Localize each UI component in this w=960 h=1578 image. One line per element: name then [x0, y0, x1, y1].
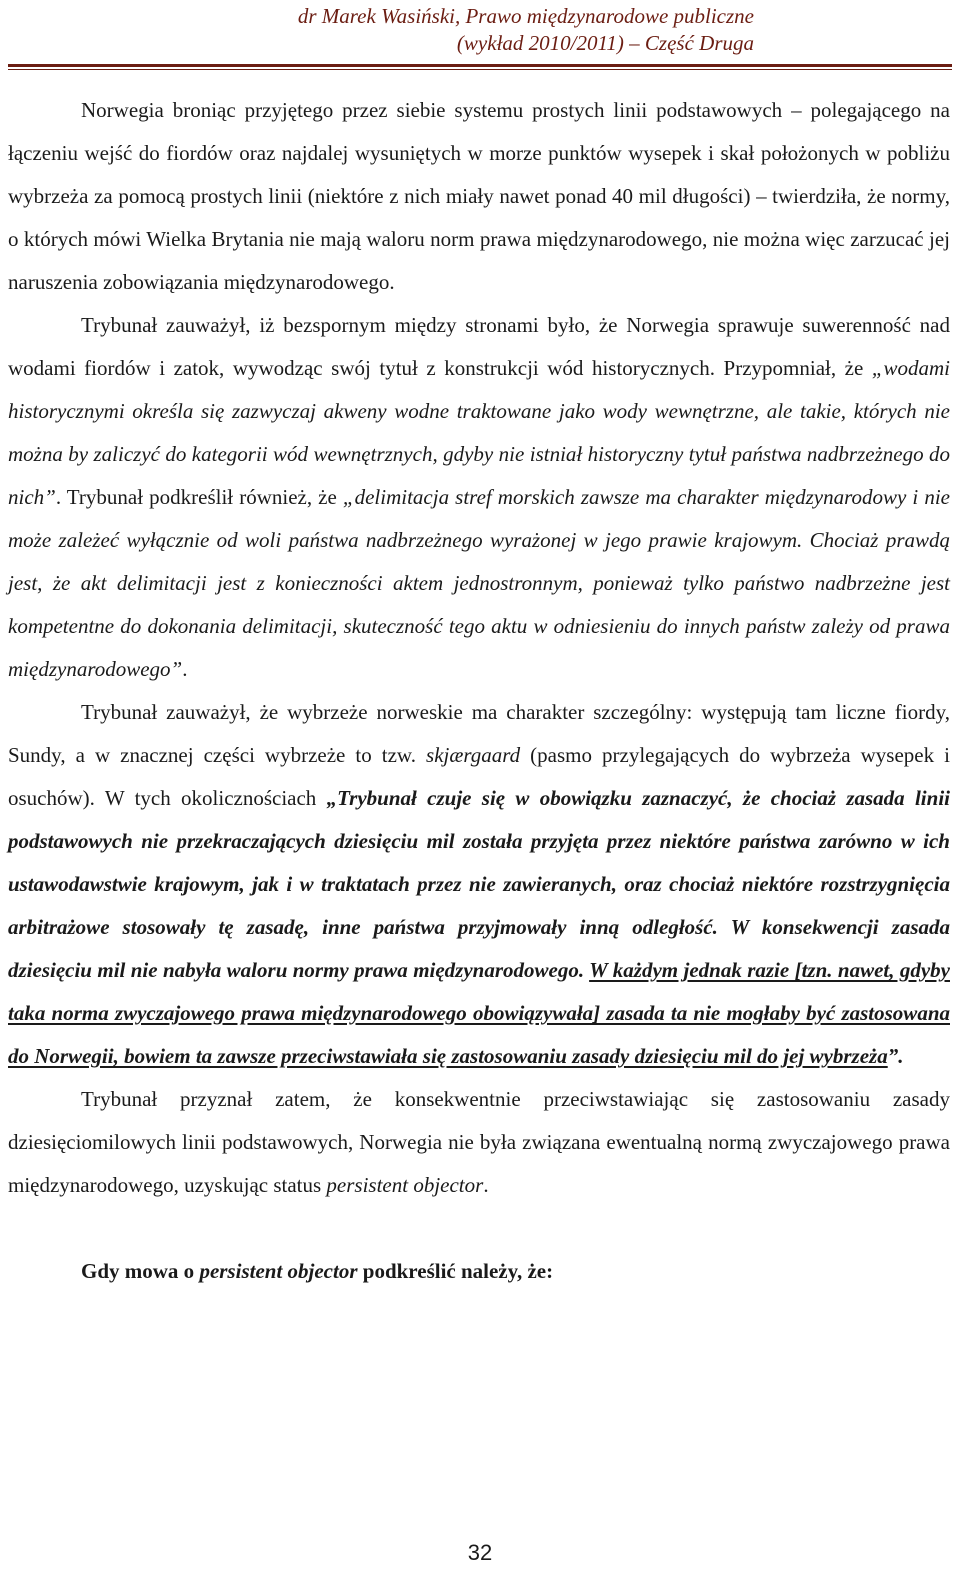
quote-ten-mile-rule: „Trybunał czuje się w obowiązku zaznaczyć, że chociaż zasada linii podstawowych nie przekraczających dziesięciu mil została przyjęta przez niektóre państwa zarówno w ich ustawodawstwie krajowym, jak i w traktatach przez nie zawieranych, oraz chociaż niektóre rozstrzygnięcia arbitrażowe stosowały tę zasadę, inne państwa przyjmowały inną odległość. W konsekwencji zasada dziesięciu mil nie nabyła waloru normy prawa międzynarodowego. — [8, 786, 950, 982]
document-body — [8, 89, 950, 1293]
paragraph-text: . — [182, 657, 188, 681]
quote-closing: ”. — [887, 1044, 904, 1068]
spacer — [8, 1207, 950, 1250]
paragraph-text: . Trybunał podkreślił również, że — [55, 485, 343, 509]
paragraph-historic-waters — [8, 304, 950, 691]
quote-historic-waters: „wodami historycznymi określa się zazwyczaj akweny wodne traktowane jako wody wewnętrzne, ale takie, których nie można by zaliczyć do kategorii wód wewnętrznych, gdyby nie istniał historyczny tytuł państwa nadbrzeżnego do nich” — [8, 356, 950, 509]
section-subheading — [8, 1250, 950, 1293]
subheading-term: persistent objector — [199, 1259, 358, 1283]
header-lecture-part: (wykład 2010/2011) – Część Druga — [456, 31, 754, 55]
term-persistent-objector: persistent objector — [326, 1173, 484, 1197]
subheading-text: Gdy mowa o — [81, 1259, 200, 1283]
term-skjaergaard: skjærgaard — [426, 743, 521, 767]
paragraph-text: . — [483, 1173, 489, 1197]
paragraph-text: Norwegia broniąc przyjętego przez siebie systemu prostych linii podstawowych – polegającego na łączeniu wejść do fiordów oraz najdalej wysuniętych w morze punktów wysepek i skał położonych w pobliżu wybrzeża za pomocą prostych linii (niektóre z nich miały nawet ponad 40 mil długości) – twierdziła, że normy, o których mówi Wielka Brytania nie mają waloru norm prawa międzynarodowego, nie można więc zarzucać jej naruszenia zobowiązania międzynarodowego. — [8, 98, 950, 294]
paragraph-text: Trybunał zauważył, że wybrzeże norweskie ma charakter szczególny: występują tam liczne fiordy, Sundy, a w znacznej części wybrzeże to tzw. — [8, 700, 950, 767]
header-divider — [8, 64, 952, 70]
quote-delimitation: „delimitacja stref morskich zawsze ma charakter międzynarodowy i nie może zależeć wyłącznie od woli państwa nadbrzeżnego wyrażonej w jego prawie krajowym. Chociaż prawdą jest, że akt delimitacji jest z konieczności aktem jednostronnym, ponieważ tylko państwo nadbrzeżne jest kompetentne do dokonania delimitacji, skuteczność tego aktu w odniesieniu do innych państw zależy od prawa międzynarodowego” — [8, 485, 951, 681]
header-author-title: dr Marek Wasiński, Prawo międzynarodowe publiczne — [297, 4, 754, 28]
paragraph-text: Trybunał przyznał zatem, że konsekwentnie przeciwstawiając się zastosowaniu zasady dziesięciomilowych linii podstawowych, Norwegia nie była związana ewentualną normą zwyczajowego prawa międzynarodowego, uzyskując status — [8, 1087, 950, 1197]
paragraph-text: Trybunał zauważył, iż bezspornym między stronami było, że Norwegia sprawuje suwerenność nad wodami fiordów i zatok, wywodząc swój tytuł z konstrukcji wód historycznych. Przypomniał, że — [8, 313, 950, 380]
paragraph-text: (pasmo przylegających do wybrzeża wysepek i osuchów). W tych okolicznościach — [8, 743, 950, 810]
subheading-text: podkreślić należy, że: — [357, 1259, 554, 1283]
quote-underlined-conclusion: W każdym jednak razie [tzn. nawet, gdyby taka norma zwyczajowego prawa międzynarodowego obowiązywała] zasada ta nie mogłaby być zastosowana do Norwegii, bowiem ta zawsze przeciwstawiała się zastosowaniu zasady dziesięciu mil do jej wybrzeża — [8, 958, 950, 1068]
paragraph-norway-argument — [8, 89, 950, 304]
paragraph-norwegian-coast — [8, 691, 950, 1078]
paragraph-persistent-objector — [8, 1078, 950, 1207]
running-header — [0, 0, 960, 67]
page-number: 32 — [467, 1540, 493, 1565]
